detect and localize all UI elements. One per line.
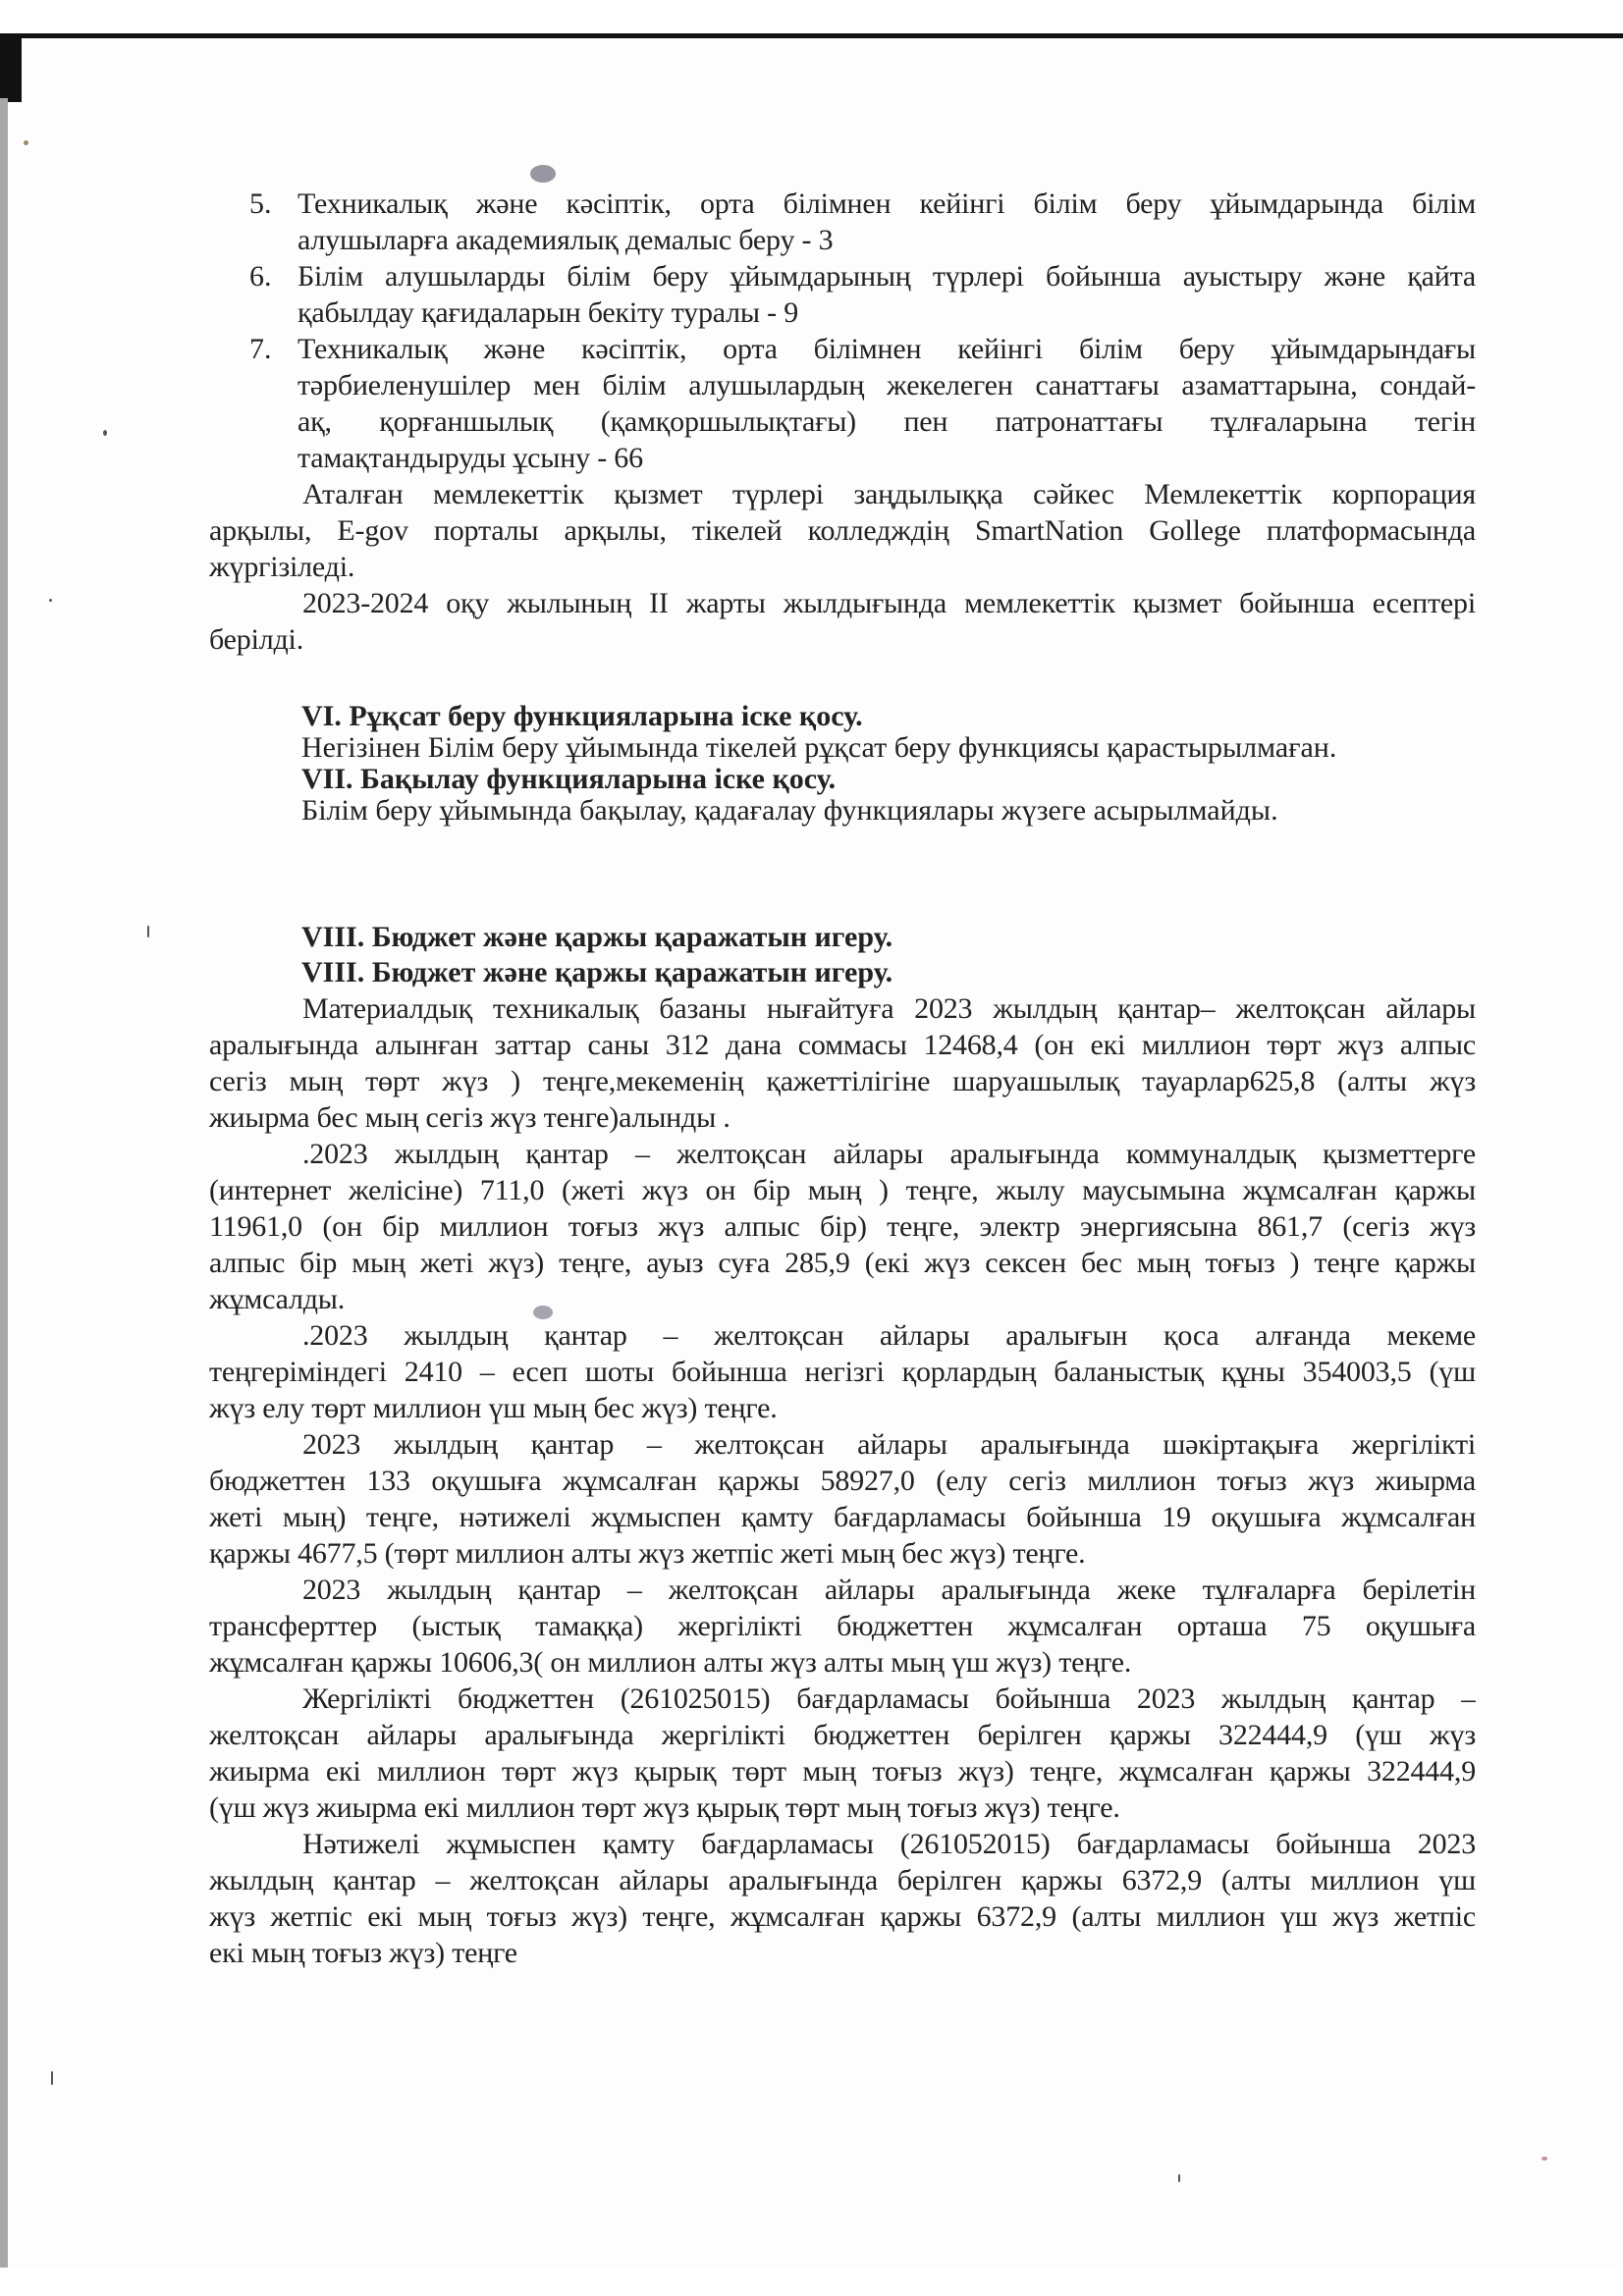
paragraph-line: жүргізіледі. bbox=[209, 551, 355, 583]
paragraph-line: .2023 жылдың қантар – желтоқсан айлары аралығын қоса алғанда мекеме bbox=[302, 1319, 1476, 1352]
paragraph-line: жүз жетпіс екі мың тоғыз жүз) теңге, жұмсалған қаржы 6372,9 (алты миллион үш жүз жетпіс bbox=[209, 1900, 1476, 1933]
section-viii-heading: VIII. Бюджет және қаржы қаражатын игеру. bbox=[301, 921, 893, 953]
paragraph-line: 2023-2024 оқу жылының II жарты жылдығында мемлекеттік қызмет бойынша есептері bbox=[302, 587, 1476, 619]
paragraph-line: Материалдық техникалық базаны нығайтуға 2023 жылдың қантар– желтоқсан айлары bbox=[302, 992, 1476, 1025]
section-vii-text: Білім беру ұйымында бақылау, қадағалау функциялары жүзеге асырылмайды. bbox=[301, 794, 1278, 827]
paragraph-line: сегіз мың төрт жүз ) теңге,мекеменің қажеттілігіне шаруашылық тауарлар625,8 (алты жүз bbox=[209, 1065, 1476, 1097]
paragraph-line: жиырма екі миллион төрт жүз қырық төрт мың тоғыз жүз) теңге, жұмсалған қаржы 322444,9 bbox=[209, 1755, 1476, 1788]
paragraph-line: қаржы 4677,5 (төрт миллион алты жүз жетпіс жеті мың бес жүз) теңге. bbox=[209, 1537, 1086, 1570]
paragraph-line: жүз елу төрт миллион үш мың бес жүз) теңге. bbox=[209, 1392, 778, 1424]
section-viii-heading-repeat: VIII. Бюджет және қаржы қаражатын игеру. bbox=[301, 956, 893, 988]
list-number: 7. bbox=[249, 333, 272, 365]
paragraph-line: Жергілікті бюджеттен (261025015) бағдарламасы бойынша 2023 жылдың қантар – bbox=[302, 1682, 1476, 1715]
paragraph-line: жылдың қантар – желтоқсан айлары аралығында берілген қаржы 6372,9 (алты миллион үш bbox=[209, 1864, 1476, 1896]
paragraph-line: арқылы, E-gov порталы арқылы, тікелей колледждің SmartNation Gollege платформасында bbox=[209, 514, 1476, 547]
paragraph-line: .2023 жылдың қантар – желтоқсан айлары аралығында коммуналдық қызметтерге bbox=[302, 1138, 1476, 1170]
paragraph-line: желтоқсан айлары аралығында жергілікті бюджеттен берілген қаржы 322444,9 (үш жүз bbox=[209, 1719, 1476, 1751]
list-item-line: Техникалық және кәсіптік, орта білімнен кейінгі білім беру ұйымдарындағы bbox=[298, 333, 1476, 365]
paragraph-line: жұмсалған қаржы 10606,3( он миллион алты жүз алты мың үш жүз) теңге. bbox=[209, 1646, 1132, 1679]
list-item-line: Білім алушыларды білім беру ұйымдарының түрлері бойынша ауыстыру және қайта bbox=[298, 260, 1476, 293]
dust-speck bbox=[103, 430, 107, 436]
list-item-line: алушыларға академиялық демалыс беру - 3 bbox=[298, 224, 834, 256]
paragraph-line: берілді. bbox=[209, 623, 303, 656]
list-item-line: Техникалық және кәсіптік, орта білімнен кейінгі білім беру ұйымдарында білім bbox=[298, 187, 1476, 220]
paragraph-line: алпыс бір мың жеті жүз) теңге, ауыз суға 285,9 (екі жүз сексен бес мың тоғыз ) теңге қаржы bbox=[209, 1247, 1476, 1279]
paragraph-line: 11961,0 (он бір миллион тоғыз жүз алпыс бір) теңге, электр энергиясына 861,7 (сегіз жүз bbox=[209, 1210, 1476, 1243]
ink-smudge bbox=[530, 165, 556, 183]
dust-speck bbox=[24, 140, 28, 145]
list-item-line: ақ, қорғаншылық (қамқоршылықтағы) пен патронаттағы тұлғаларына тегін bbox=[298, 405, 1476, 438]
dust-speck bbox=[51, 2071, 53, 2085]
paragraph-line: теңгеріміндегі 2410 – есеп шоты бойынша негізгі қорлардың баланыстық құны 354003,5 (үш bbox=[209, 1356, 1476, 1388]
paragraph-line: 2023 жылдың қантар – желтоқсан айлары аралығында жеке тұлғаларға берілетін bbox=[302, 1574, 1476, 1606]
dust-speck bbox=[1542, 2157, 1547, 2161]
scan-left-edge bbox=[0, 98, 8, 2268]
list-item-line: тәрбиеленушілер мен білім алушылардың жекелеген санаттағы азаматтарына, сондай- bbox=[298, 369, 1476, 401]
dust-speck bbox=[49, 599, 52, 602]
section-vi-heading: VI. Рұқсат беру функцияларына іске қосу. bbox=[301, 700, 863, 732]
section-vii-heading: VII. Бақылау функцияларына іске қосу. bbox=[301, 763, 837, 795]
list-number: 6. bbox=[249, 260, 272, 293]
paragraph-line: аралығында алынған заттар саны 312 дана соммасы 12468,4 (он екі миллион төрт жүз алпыс bbox=[209, 1029, 1476, 1061]
paragraph-line: жұмсалды. bbox=[209, 1283, 346, 1315]
paragraph-line: трансферттер (ыстық тамаққа) жергілікті бюджеттен жұмсалған орташа 75 оқушыға bbox=[209, 1610, 1476, 1642]
list-item-line: тамақтандыруды ұсыну - 66 bbox=[298, 442, 643, 474]
section-vi-text: Негізінен Білім беру ұйымында тікелей рұқсат беру функциясы қарастырылмаған. bbox=[301, 731, 1337, 764]
paragraph-line: Аталған мемлекеттік қызмет түрлері заңдылыққа сәйкес Мемлекеттік корпорация bbox=[302, 478, 1476, 510]
paragraph-line: жиырма бес мың сегіз жүз тенге)алынды . bbox=[209, 1101, 730, 1134]
paragraph-line: 2023 жылдың қантар – желтоқсан айлары аралығында шәкіртақыға жергілікті bbox=[302, 1428, 1476, 1461]
dust-speck bbox=[1178, 2174, 1180, 2182]
list-number: 5. bbox=[249, 187, 272, 220]
scan-top-edge bbox=[0, 33, 1623, 38]
paragraph-line: бюджеттен 133 оқушыға жұмсалған қаржы 58927,0 (елу сегіз миллион тоғыз жүз жиырма bbox=[209, 1465, 1476, 1497]
paragraph-line: (интернет желісіне) 711,0 (жеті жүз он бір мың ) теңге, жылу маусымына жұмсалған қаржы bbox=[209, 1174, 1476, 1206]
paragraph-line: жеті мың) теңге, нәтижелі жұмыспен қамту бағдарламасы бойынша 19 оқушыға жұмсалған bbox=[209, 1501, 1476, 1533]
list-item-line: қабылдау қағидаларын бекіту туралы - 9 bbox=[298, 296, 799, 329]
paragraph-line: Нәтижелі жұмыспен қамту бағдарламасы (261052015) бағдарламасы бойынша 2023 bbox=[302, 1828, 1476, 1860]
scan-left-corner bbox=[0, 33, 22, 102]
paragraph-line: (үш жүз жиырма екі миллион төрт жүз қырық төрт мың тоғыз жүз) теңге. bbox=[209, 1791, 1120, 1824]
paragraph-line: екі мың тоғыз жүз) теңге bbox=[209, 1937, 517, 1969]
dust-speck bbox=[147, 926, 149, 937]
